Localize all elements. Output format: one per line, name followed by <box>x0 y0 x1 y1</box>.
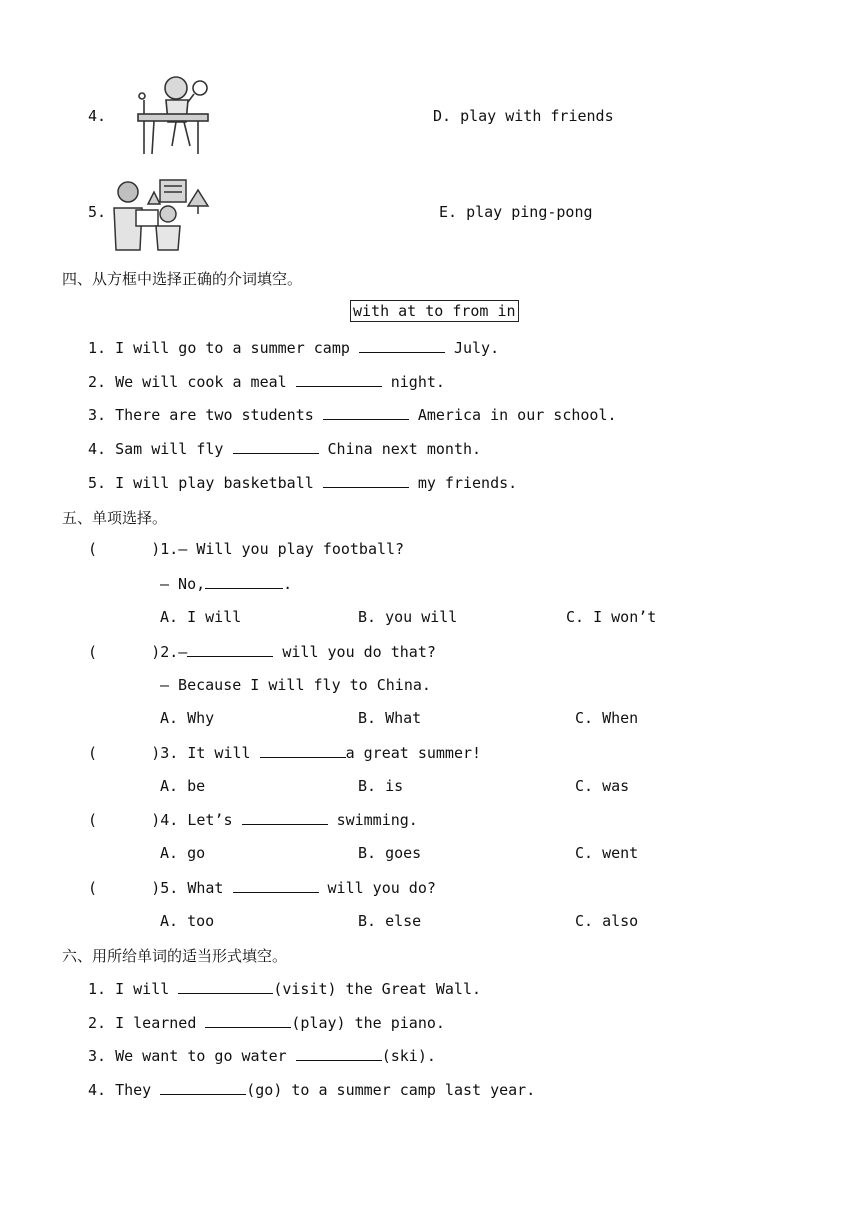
s6-q4: 4. They (go) to a summer camp last year. <box>88 1081 536 1099</box>
s5-q1-option-b[interactable]: B. you will <box>358 608 458 626</box>
s5-q1-line2: — No, . <box>160 575 293 593</box>
s5-q2-line2: — Because I will fly to China. <box>160 676 431 694</box>
word-box <box>350 302 519 320</box>
s6-q2: 2. I learned (play) the piano. <box>88 1014 445 1032</box>
answer-paren[interactable]: ( ) <box>88 811 161 829</box>
answer-blank[interactable] <box>323 405 409 420</box>
s5-q2-option-b[interactable]: B. What <box>358 709 422 727</box>
s5-q3-stem: ( )3. It will a great summer! <box>88 744 482 762</box>
s5-q3-option-a[interactable]: A. be <box>160 777 206 795</box>
answer-paren[interactable]: ( ) <box>88 643 161 661</box>
s5-q3-option-b[interactable]: B. is <box>358 777 404 795</box>
answer-paren[interactable]: ( ) <box>88 540 161 558</box>
match-num-5: 5. <box>88 203 107 221</box>
s5-q5-option-b[interactable]: B. else <box>358 912 422 930</box>
s5-q2-stem: ( )2.— will you do that? <box>88 643 436 661</box>
s5-q5-stem: ( )5. What will you do? <box>88 879 436 897</box>
answer-blank[interactable] <box>242 810 328 825</box>
section-4-heading: 四、从方框中选择正确的介词填空。 <box>62 270 303 288</box>
s4-q2: 2. We will cook a meal night. <box>88 373 445 391</box>
s6-q3: 3. We want to go water (ski). <box>88 1047 436 1065</box>
answer-blank[interactable] <box>296 372 382 387</box>
s5-q1-stem: ( )1.— Will you play football? <box>88 540 405 558</box>
s5-q3-option-c[interactable]: C. was <box>575 777 630 795</box>
word-box-text: with at to from in <box>350 300 519 322</box>
match-option-d: D. play with friends <box>433 107 614 125</box>
answer-blank[interactable] <box>178 979 273 994</box>
match-num-4: 4. <box>88 107 107 125</box>
s5-q5-option-a[interactable]: A. too <box>160 912 215 930</box>
s5-q5-option-c[interactable]: C. also <box>575 912 639 930</box>
s5-q1-option-a[interactable]: A. I will <box>160 608 242 626</box>
answer-blank[interactable] <box>359 338 445 353</box>
answer-blank[interactable] <box>160 1080 246 1095</box>
s5-q1-option-c[interactable]: C. I won’t <box>566 608 657 626</box>
answer-blank[interactable] <box>323 473 409 488</box>
s5-q4-stem: ( )4. Let’s swimming. <box>88 811 418 829</box>
match-option-e: E. play ping-pong <box>439 203 593 221</box>
s4-q1: 1. I will go to a summer camp July. <box>88 339 500 357</box>
answer-blank[interactable] <box>260 743 346 758</box>
section-6-heading: 六、用所给单词的适当形式填空。 <box>62 947 288 965</box>
s5-q4-option-a[interactable]: A. go <box>160 844 206 862</box>
section-5-heading: 五、单项选择。 <box>62 509 168 527</box>
s5-q4-option-c[interactable]: C. went <box>575 844 639 862</box>
s6-q1: 1. I will (visit) the Great Wall. <box>88 980 482 998</box>
answer-paren[interactable]: ( ) <box>88 744 161 762</box>
answer-blank[interactable] <box>205 574 283 589</box>
answer-blank[interactable] <box>187 642 273 657</box>
answer-blank[interactable] <box>205 1013 291 1028</box>
answer-paren[interactable]: ( ) <box>88 879 161 897</box>
teacher-student-illustration <box>108 174 212 254</box>
s5-q2-option-a[interactable]: A. Why <box>160 709 215 727</box>
ping-pong-player-illustration <box>132 74 214 158</box>
s5-q2-option-c[interactable]: C. When <box>575 709 639 727</box>
answer-blank[interactable] <box>296 1046 382 1061</box>
answer-blank[interactable] <box>233 439 319 454</box>
s4-q3: 3. There are two students America in our school. <box>88 406 617 424</box>
s4-q4: 4. Sam will fly China next month. <box>88 440 482 458</box>
answer-blank[interactable] <box>233 878 319 893</box>
s4-q5: 5. I will play basketball my friends. <box>88 474 518 492</box>
s5-q4-option-b[interactable]: B. goes <box>358 844 422 862</box>
